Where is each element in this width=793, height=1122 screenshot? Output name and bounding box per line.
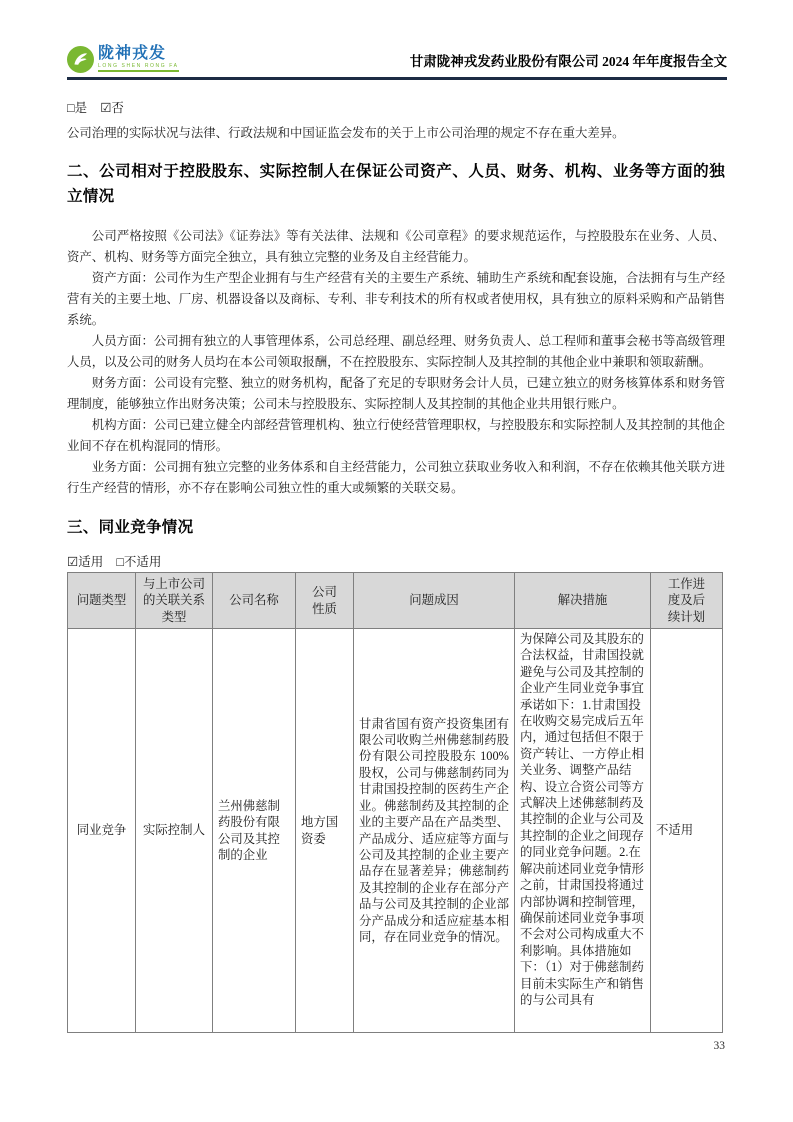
column-header-cause: 问题成因 (354, 573, 515, 629)
column-header-issue-type: 问题类型 (68, 573, 136, 629)
option-applicable-label: 适用 (78, 555, 104, 569)
cell-company-name: 兰州佛慈制药股份有限公司及其控制的企业 (213, 629, 296, 1033)
cell-cause: 甘肃省国有资产投资集团有限公司收购兰州佛慈制药股份有限公司控股股东 100%股权，公司与佛慈制药同为甘肃国投控制的医药生产企业。佛慈制药及其控制的企业的主要产品在产品类型、产品成分、适应症等方面与公司及其控制的企业主要产品存在显著差异；佛慈制药及其控制的企业存在部分产品与公司及其控制的企业部分产品成分和适应症基本相同，存在同业竞争的情况。 (354, 629, 515, 1033)
table-row (68, 629, 723, 1033)
checkbox-checked-icon: ☑ (67, 555, 79, 569)
page-number: 33 (713, 1040, 725, 1052)
checkbox-checked-icon: ☑ (100, 101, 112, 115)
document-title: 甘肃陇神戎发药业股份有限公司 2024 年年度报告全文 (409, 54, 727, 69)
paragraph-overview: 公司严格按照《公司法》《证券法》等有关法律、法规和《公司章程》的要求规范运作，与控股股东在业务、人员、资产、机构、财务等方面完全独立，具有独立完整的业务及自主经营能力。 (67, 229, 725, 264)
logo-icon (67, 46, 94, 73)
table-header-row (68, 573, 723, 629)
option-not-applicable-label: 不适用 (123, 555, 162, 569)
option-yes (67, 101, 87, 115)
cell-issue-type: 同业竞争 (68, 629, 136, 1033)
header-rule (67, 46, 727, 80)
brand-name-en: LONG SHEN RONG FA (98, 64, 179, 72)
governance-yes-no-row (67, 100, 725, 116)
option-no (100, 101, 124, 115)
section-3-heading: 三、同业竞争情况 (67, 519, 194, 536)
section-2-heading: 二、公司相对于控股股东、实际控制人在保证公司资产、人员、财务、机构、业务等方面的独立情况 (67, 163, 725, 205)
column-header-company-nature: 公司性质 (296, 573, 354, 629)
cell-relation-type: 实际控制人 (136, 629, 213, 1033)
paragraph-assets: 资产方面：公司作为生产型企业拥有与生产经营有关的主要生产系统、辅助生产系统和配套设施，合法拥有与生产经营有关的主要土地、厂房、机器设备以及商标、专利、非专利技术的所有权或者使用权，具有独立的原料采购和产品销售系统。 (67, 271, 725, 327)
independence-paragraphs (67, 226, 725, 499)
governance-statement: 公司治理的实际状况与法律、行政法规和中国证监会发布的关于上市公司治理的规定不存在重大差异。 (67, 126, 625, 140)
option-not-applicable (116, 555, 161, 569)
brand-name-cn: 陇神戎发 (98, 45, 167, 62)
column-header-company-name: 公司名称 (213, 573, 296, 629)
paragraph-personnel: 人员方面：公司拥有独立的人事管理体系，公司总经理、副总经理、财务负责人、总工程师和董事会秘书等高级管理人员，以及公司的财务人员均在本公司领取报酬，不在控股股东、实际控制人及其控制的其他企业中兼职和领取薪酬。 (67, 334, 725, 369)
column-header-relation-type: 与上市公司的关联关系类型 (136, 573, 213, 629)
competition-table (67, 572, 723, 1033)
page-content (67, 100, 725, 1033)
cell-progress: 不适用 (651, 629, 723, 1033)
page-header (67, 46, 727, 80)
paragraph-finance: 财务方面：公司设有完整、独立的财务机构，配备了充足的专职财务会计人员，已建立独立的财务核算体系和财务管理制度，能够独立作出财务决策；公司未与控股股东、实际控制人及其控制的其他企业共用银行账户。 (67, 376, 725, 411)
option-no-label: 否 (111, 101, 124, 115)
column-header-progress: 工作进度及后续计划 (651, 573, 723, 629)
checkbox-unchecked-icon: □ (116, 555, 124, 569)
checkbox-unchecked-icon: □ (67, 101, 75, 115)
column-header-solution: 解决措施 (515, 573, 651, 629)
cell-company-nature: 地方国资委 (296, 629, 354, 1033)
cell-solution: 为保障公司及其股东的合法权益，甘肃国投就避免与公司及其控制的企业产生同业竞争事宜承诺如下：1.甘肃国投在收购交易完成后五年内，通过包括但不限于资产转让、一方停止相关业务、调整产品结构、设立合资公司等方式解决上述佛慈制药及其控制的企业与公司及其控制的企业之间现存的同业竞争问题。2.在解决前述同业竞争情形之前，甘肃国投将通过内部协调和控制管理，确保前述同业竞争事项不会对公司构成重大不利影响。具体措施如下：（1）对于佛慈制药目前未实际生产和销售的与公司具有 (515, 629, 651, 1033)
competition-applicable-row (67, 554, 725, 570)
paragraph-business: 业务方面：公司拥有独立完整的业务体系和自主经营能力，公司独立获取业务收入和利润，不存在依赖其他关联方进行生产经营的情形，亦不存在影响公司独立性的重大或频繁的关联交易。 (67, 460, 725, 495)
option-yes-label: 是 (74, 101, 88, 115)
paragraph-organization: 机构方面：公司已建立健全内部经营管理机构、独立行使经营管理职权，与控股股东和实际控制人及其控制的其他企业间不存在机构混同的情形。 (67, 418, 725, 453)
company-logo (67, 46, 179, 73)
option-applicable (67, 555, 103, 569)
